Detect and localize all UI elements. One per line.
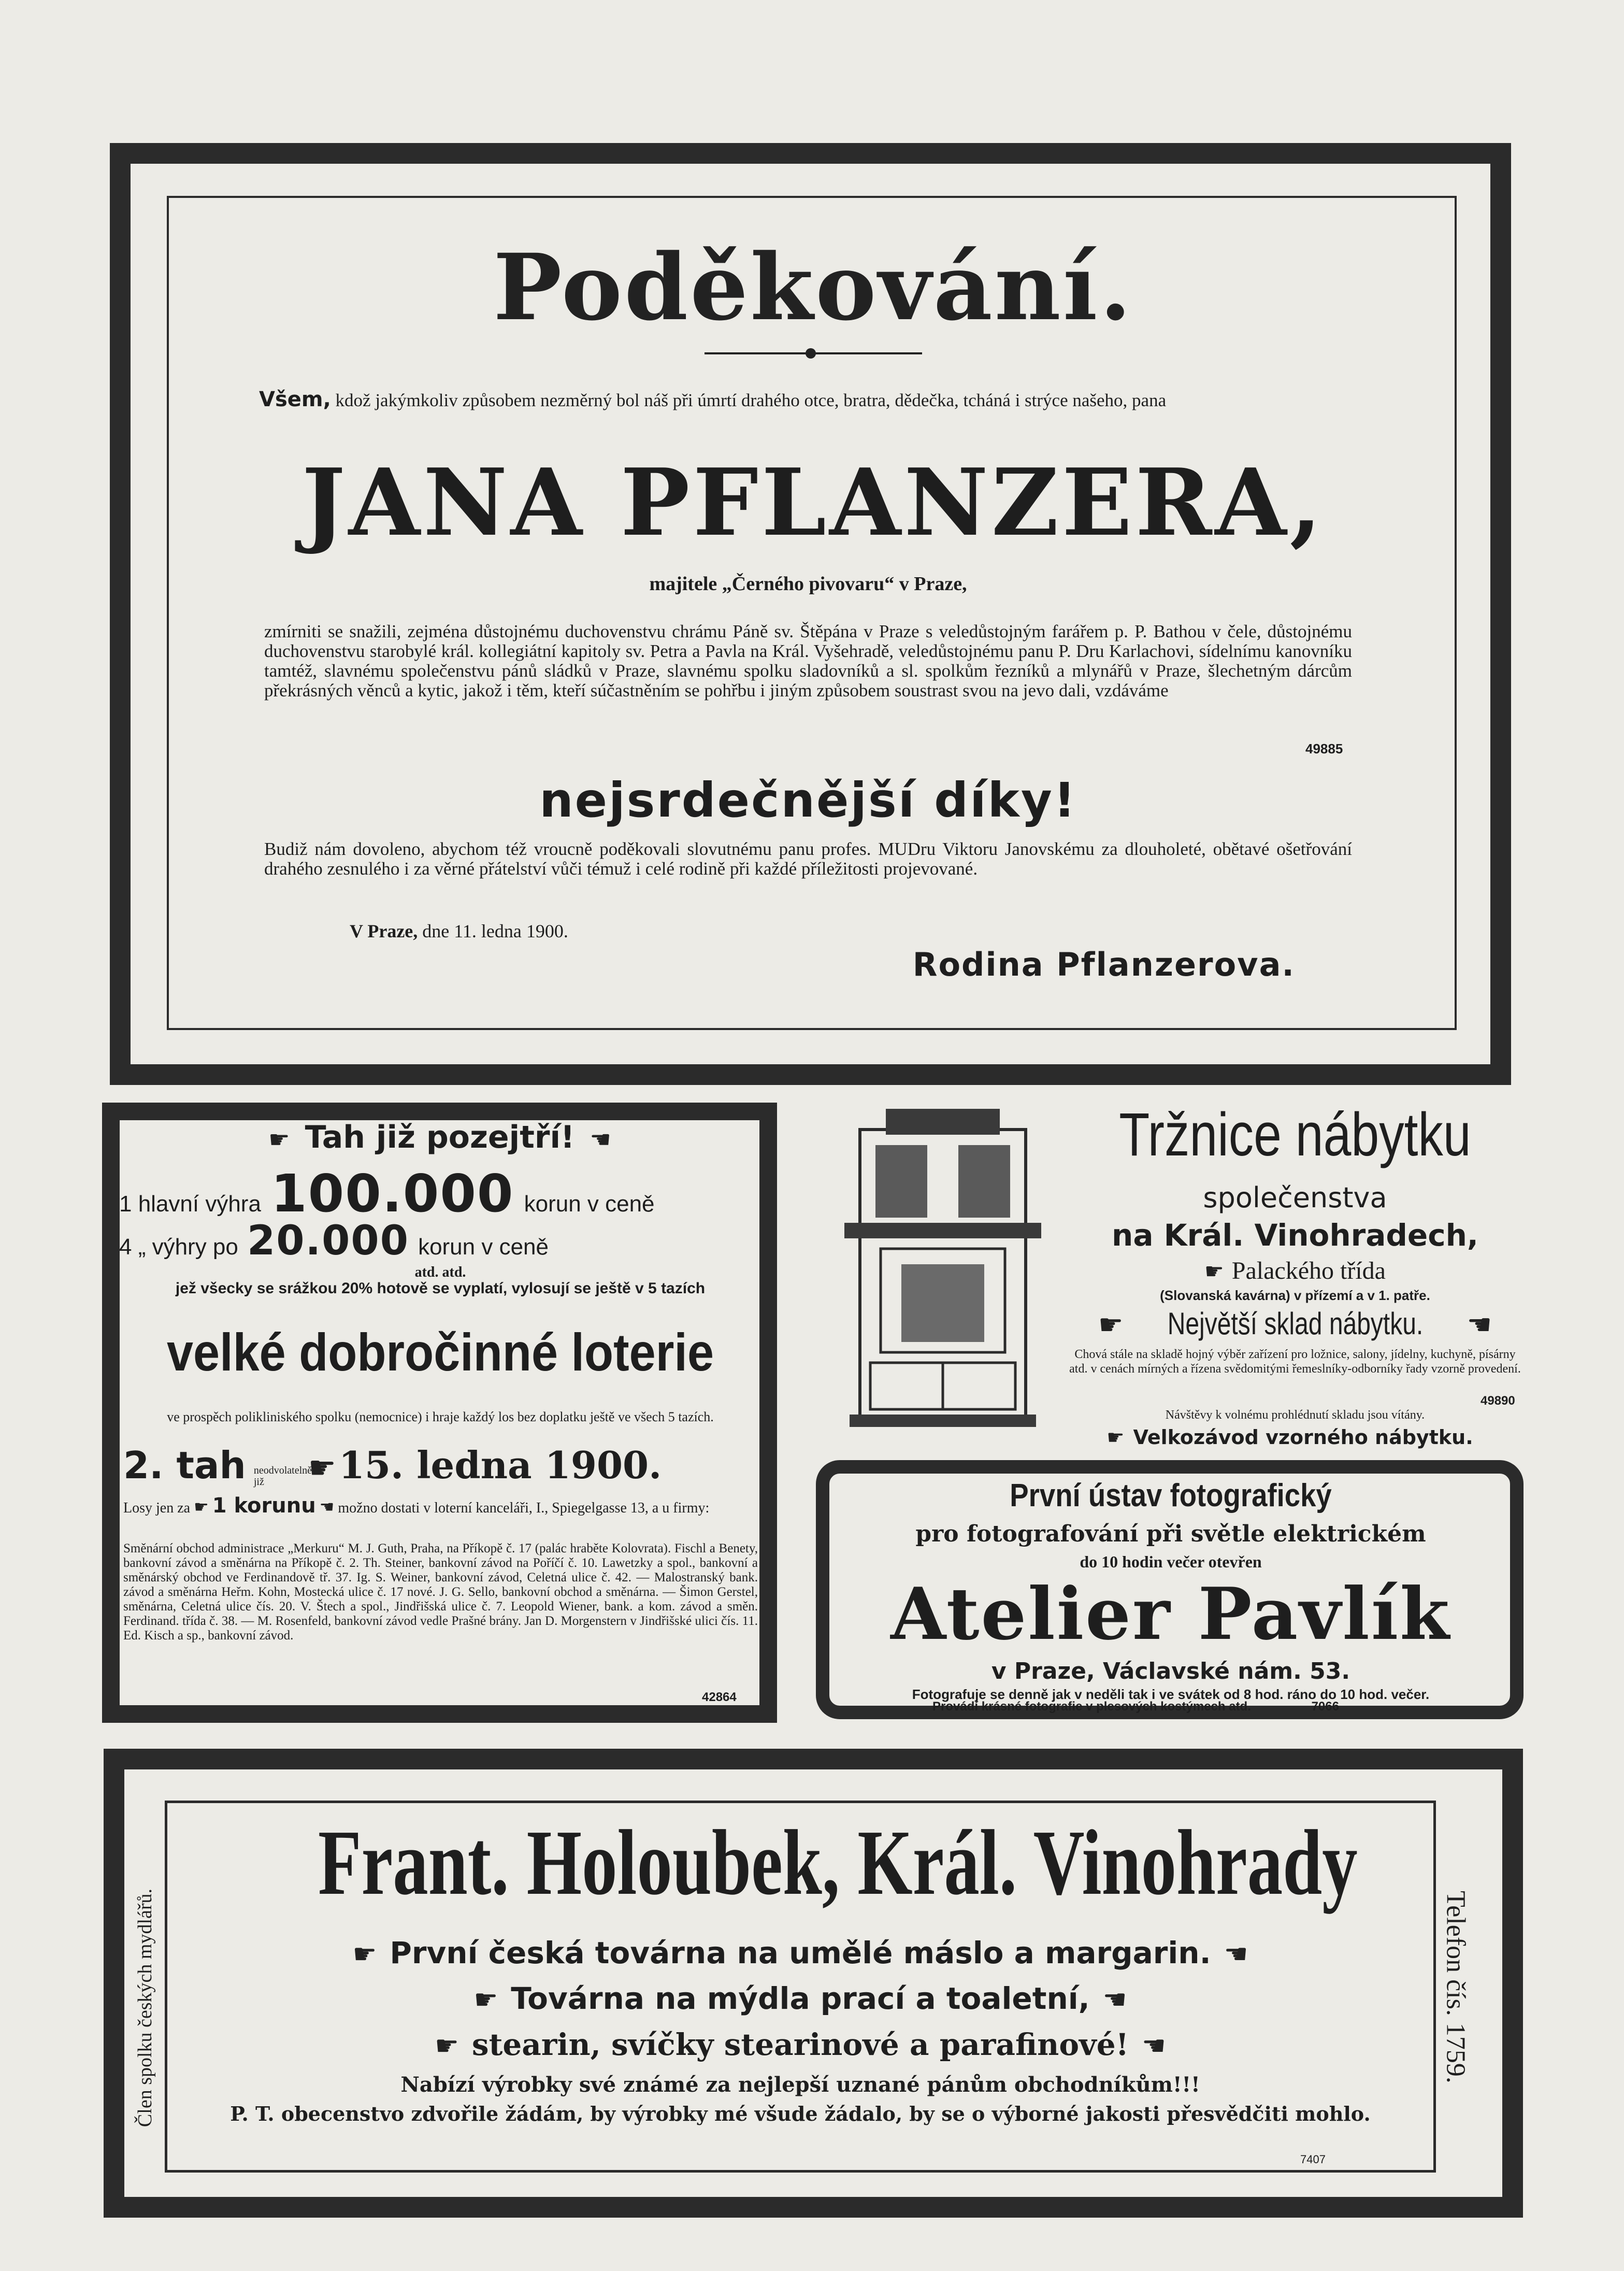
holoubek-line-2: Továrna na mýdla prací a toaletní, <box>511 1981 1090 2016</box>
furniture-line-5: (Slovanská kavárna) v přízemí a v 1. patře. <box>1160 1288 1430 1303</box>
thanks-title: Poděkování. <box>493 234 1133 341</box>
lottery-draw-date: 15. ledna 1900. <box>338 1443 662 1487</box>
thanks-body: zmírniti se snažili, zejména důstojnému duchovenstvu chrámu Páně sv. Štěpána v Praze s veledůstojným farářem p. P. Bathou v čele, důstojnému duchovenstvu starobylé král. kollegiátní kapitoly sv. Petra a Pavla na Král. Vyšehradě, veledůstojnému panu P. Dru Karlachovi, sídelnímu kanovníku tamtéž, slavnému společenstvu pánů sládků v Praze, slavnému spolku sladovníků a sl. spolkům řezníků a mlynářů v Praze, šlechetným dárcům překrásných věnců a kytic, jakož i těm, kteří súčastněním se pohřbu i jiným způsobem soustrast svou na jevo dali, vzdáváme <box>264 621 1352 701</box>
furniture-line-4: Palackého třída <box>1231 1257 1386 1284</box>
lottery-tickets <box>123 1494 758 1518</box>
furniture-line-4-row <box>1067 1256 1523 1285</box>
thanks-date-place: V Praze, <box>350 921 418 941</box>
pointing-hand-icon: ☛ <box>435 2031 459 2062</box>
lottery-row-2-amount: 20.000 <box>247 1218 409 1264</box>
lottery-atd: atd. atd. <box>414 1264 466 1280</box>
lottery-row-2-post: korun v ceně <box>418 1234 549 1260</box>
pointing-hand-left-icon: ☚ <box>1224 1939 1248 1970</box>
pointing-hand-left-icon: ☚ <box>1142 2031 1166 2062</box>
thanks-intro <box>259 390 1357 410</box>
pointing-hand-icon: ☛ <box>1106 1426 1125 1449</box>
pointing-hand-icon: ☛ <box>268 1125 290 1153</box>
lottery-headline-row <box>122 1119 758 1155</box>
lottery-draw-label: 2. tah <box>123 1444 246 1487</box>
lottery-firms: Směnární obchod administrace „Merkuru“ M. J. Guth, Praha, na Příkopě č. 17 (palác hraběte Kolovrata). Fischl a Benety, bankovní závod a směnárna na Příkopě č. 2. Th. Steiner, bankovní závod na Poříčí č. 10. Lawetzky a spol., bankovní a směnárský obchod ve Ferdinandově tř. 37. Ig. S. Weiner, bankovní závod, Celetná ulice č. 42. — Malostranský bank. závod a směnárna Heřm. Kohn, Mostecká ulice č. 17 nové. J. G. Sello, bankovní obchod a směnárna. — Šimon Gerstel, směnárna, Celetná ulice čís. 20. V. Štech a spol., Jindřišská ulice č. 7. Leopold Wiener, bank. a kom. závod a směn. Ferdinand. třída č. 38. — M. Rosenfeld, bankovní závod vedle Prašné brány. Jan D. Morgenstern v Jindřišské ulici čís. 11. Ed. Kisch a sp., bankovní závod. <box>123 1541 758 1642</box>
holoubek-line-5: P. T. obecenstvo zdvořile žádám, by výrobky mé všude žádalo, by se o výborné jakosti přesvědčiti mohlo. <box>230 2102 1371 2125</box>
thanks-ref-number: 49885 <box>1305 741 1343 756</box>
title-divider-ornament <box>806 348 816 359</box>
furniture-line-2: společenstva <box>1203 1181 1387 1214</box>
thanks-intro-rest: kdož jakýmkoliv způsobem nezměrný bol náš při úmrtí drahého otce, bratra, dědečka, tcháná i strýce našeho, pana <box>330 390 1167 410</box>
furniture-cabinet-illustration <box>829 1109 1057 1430</box>
pointing-hand-icon: ☛ <box>473 1984 498 2016</box>
lottery-row-1-amount: 100.000 <box>271 1163 514 1224</box>
photo-costume-line: Provádí krásné fotografie v plesových kostýmech atd. <box>932 1699 1251 1713</box>
lottery-purpose: ve prospěch polikliniského spolku (nemocnice) i hraje každý los bez doplatku ještě ve všech 5 tazích. <box>167 1409 714 1424</box>
lottery-big-title: velké dobročinné loterie <box>166 1323 714 1382</box>
furniture-bottom: Velkozávod vzorného nábytku. <box>1133 1426 1473 1449</box>
pointing-hand-left-icon: ☚ <box>319 1497 335 1517</box>
furniture-title: Tržnice nábytku <box>1119 1101 1471 1169</box>
photo-line-2: pro fotografování při světle elektrickém <box>915 1521 1426 1547</box>
holoubek-line-1: První česká továrna na umělé máslo a margarin. <box>390 1935 1211 1970</box>
holoubek-title: Frant. Holoubek, Král. Vinohrady <box>318 1811 1358 1914</box>
thanks-intro-lead: Všem, <box>259 388 331 411</box>
pointing-hand-icon: ☛ <box>194 1497 209 1517</box>
pointing-hand-icon: ☛ <box>352 1939 377 1970</box>
furniture-line-3: na Král. Vinohradech, <box>1112 1218 1478 1253</box>
pointing-hand-icon: ☛ <box>1204 1259 1224 1284</box>
photo-ref-number-line: 7066 <box>1311 1699 1339 1713</box>
pointing-hand-icon: ☛ <box>308 1450 336 1486</box>
photo-line-3: do 10 hodin večer otevřen <box>1080 1552 1262 1571</box>
photo-line-1: První ústav fotografický <box>1010 1478 1332 1513</box>
owner-line: majitele „Černého pivovaru“ v Praze, <box>649 573 967 595</box>
holoubek-ref-number: 7407 <box>1300 2153 1326 2166</box>
holoubek-line-3: stearin, svíčky stearinové a parafinové! <box>471 2027 1129 2062</box>
deceased-name: JANA PFLANZERA, <box>301 448 1325 556</box>
lottery-headline: Tah již pozejtří! <box>305 1119 575 1155</box>
holoubek-line-1-row <box>166 1935 1435 1970</box>
lottery-draw-row <box>123 1443 760 1488</box>
lottery-row-2-pre: 4 „ výhry po <box>119 1234 238 1260</box>
photo-bottom-row <box>855 1699 1492 1714</box>
photo-address: v Praze, Václavské nám. 53. <box>991 1658 1350 1684</box>
furniture-body: Chová stále na skladě hojný výběr zařízení pro ložnice, salony, jídelny, kuchyně, písárny atd. v cenách mírných a řízena svědomitými řemeslníky-odborníky řady vzorně provedení. <box>1069 1348 1521 1376</box>
lottery-tickets-post: možno dostati v loterní kanceláři, I., Spiegelgasse 13, a u firmy: <box>338 1500 710 1516</box>
furniture-ref-number: 49890 <box>1481 1394 1515 1408</box>
lottery-ref-number: 42864 <box>702 1690 737 1704</box>
furniture-bottom-row <box>1057 1426 1523 1449</box>
lottery-tickets-pre: Losy jen za <box>123 1500 191 1516</box>
pointing-hand-left-icon: ☚ <box>1467 1308 1492 1341</box>
thanks-date <box>350 920 568 942</box>
pointing-hand-icon: ☛ <box>1098 1308 1124 1341</box>
lottery-draw-small: neodvolatelně již <box>253 1464 312 1488</box>
thanks-second-paragraph: Budiž nám dovoleno, abychom též vroucně poděkovali slovutnému panu profes. MUDru Viktoru Janovskému za dlouholeté, obětavé ošetřování drahého zesnulého i za věrné přátelství vůči témuž i celé rodině při každé příležitosti projevované. <box>264 839 1352 879</box>
lottery-cash-line: jež všecky se srážkou 20% hotově se vyplatí, vylosují se ještě v 5 tazích <box>175 1280 706 1297</box>
lottery-tickets-price: 1 korunu <box>212 1494 316 1518</box>
furniture-visitors: Návštěvy k volnému prohlédnutí skladu jsou vítány. <box>1165 1408 1425 1422</box>
pointing-hand-left-icon: ☚ <box>590 1125 611 1153</box>
family-signature: Rodina Pflanzerova. <box>912 946 1295 983</box>
lottery-row-1-pre: 1 hlavní výhra <box>119 1191 261 1217</box>
holoubek-side-right <box>1440 1801 1471 2174</box>
thanks-date-rest: dne 11. ledna 1900. <box>418 921 568 941</box>
lottery-row-2 <box>119 1218 761 1264</box>
furniture-largest-row <box>1062 1306 1528 1341</box>
lottery-row-1-post: korun v ceně <box>524 1191 655 1217</box>
cabinet-icon <box>829 1109 1057 1430</box>
holoubek-line-2-row <box>166 1981 1435 2016</box>
holoubek-side-right-text: Telefon čís. 1759. <box>1441 1891 1471 2083</box>
lottery-row-1 <box>119 1163 761 1224</box>
holoubek-side-left <box>130 1801 161 2215</box>
holoubek-line-3-row <box>166 2027 1435 2062</box>
pointing-hand-left-icon: ☚ <box>1102 1984 1127 2016</box>
photo-hours: Fotografuje se denně jak v neděli tak i ve svátek od 8 hod. ráno do 10 hod. večer. <box>912 1687 1430 1702</box>
photo-studio-name: Atelier Pavlík <box>890 1572 1451 1656</box>
holoubek-side-left-text: Člen spolku českých mydlářů. <box>134 1888 156 2127</box>
furniture-largest: Největší sklad nábytku. <box>1167 1306 1423 1341</box>
holoubek-line-4: Nabízí výrobky své známé za nejlepší uznané pánům obchodníkům!!! <box>400 2073 1200 2097</box>
heartfelt-thanks: nejsrdečnější díky! <box>539 773 1077 828</box>
